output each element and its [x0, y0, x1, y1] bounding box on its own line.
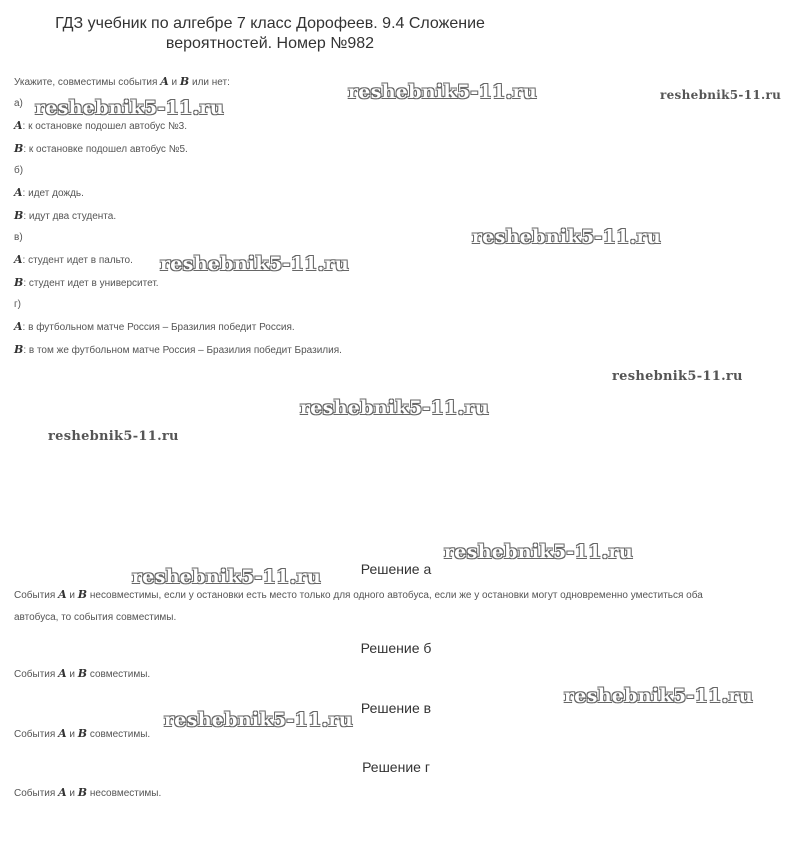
solution-prefix: События: [14, 729, 59, 740]
watermark: reshebnik5-11.ru: [348, 81, 537, 103]
part-text: : идет дождь.: [22, 188, 84, 199]
part-text: : студент идет в университет.: [23, 278, 159, 289]
task-intro: [14, 75, 230, 90]
part-b-line: [14, 276, 159, 291]
solution-text-cont: автобуса, то события совместимы.: [14, 612, 177, 623]
watermark: reshebnik5-11.ru: [160, 253, 349, 275]
solution-and: и: [66, 788, 78, 799]
var-a: A: [14, 253, 23, 266]
solution-text: [14, 667, 150, 682]
solution-heading: Решение б: [360, 640, 432, 656]
solution-heading: Решение а: [360, 561, 432, 577]
var-b: B: [179, 75, 190, 88]
part-text: : в том же футбольном матче Россия – Бразилия победит Бразилия.: [23, 345, 342, 356]
solution-prefix: События: [14, 669, 59, 680]
var-b: B: [77, 786, 88, 799]
watermark: reshebnik5-11.ru: [444, 541, 633, 563]
part-b-line: [14, 142, 188, 157]
var-a: A: [14, 186, 23, 199]
intro-text: Укажите, совместимы события: [14, 77, 161, 88]
part-text: : в футбольном матче Россия – Бразилия победит Россия.: [22, 322, 295, 333]
page-title: ГДЗ учебник по алгебре 7 класс Дорофеев. 9.4 Сложение вероятностей. Номер №982: [55, 15, 485, 52]
intro-end: или нет:: [189, 77, 230, 88]
watermark: reshebnik5-11.ru: [132, 566, 321, 588]
var-b: B: [14, 142, 24, 155]
solution-body: несовместимы.: [87, 788, 162, 799]
watermark: reshebnik5-11.ru: [35, 97, 224, 119]
var-b: B: [77, 667, 88, 680]
watermark: reshebnik5-11.ru: [48, 429, 179, 444]
var-a: A: [160, 75, 169, 88]
var-a: A: [14, 119, 23, 132]
part-a-line: [14, 253, 133, 268]
var-b: B: [77, 588, 88, 601]
solution-and: и: [66, 729, 78, 740]
part-text: : студент идет в пальто.: [22, 255, 133, 266]
part-text: : идут два студента.: [23, 211, 117, 222]
var-b: B: [14, 343, 24, 356]
watermark: reshebnik5-11.ru: [660, 88, 782, 102]
part-text: : к остановке подошел автобус №3.: [22, 121, 188, 132]
part-b-line: [14, 209, 116, 224]
solution-prefix: События: [14, 788, 59, 799]
solution-heading: Решение г: [362, 759, 430, 775]
solution-text: [14, 727, 150, 742]
watermark: reshebnik5-11.ru: [612, 369, 743, 384]
var-b: B: [77, 727, 88, 740]
solution-and: и: [66, 669, 78, 680]
solution-prefix: События: [14, 590, 59, 601]
solution-text: [14, 588, 703, 603]
part-a-line: [14, 119, 187, 134]
part-letter: в): [14, 232, 23, 243]
solution-body: совместимы.: [87, 729, 151, 740]
intro-and: и: [168, 77, 180, 88]
part-letter: г): [14, 299, 21, 310]
solution-and: и: [66, 590, 78, 601]
var-a: A: [58, 667, 67, 680]
watermark: reshebnik5-11.ru: [300, 397, 489, 419]
var-b: B: [14, 209, 24, 222]
var-a: A: [58, 786, 67, 799]
part-text: : к остановке подошел автобус №5.: [23, 144, 188, 155]
part-a-line: [14, 186, 84, 201]
part-b-line: [14, 343, 342, 358]
watermark: reshebnik5-11.ru: [564, 685, 753, 707]
var-a: A: [14, 320, 23, 333]
solution-text: [14, 786, 161, 801]
watermark: reshebnik5-11.ru: [472, 226, 661, 248]
solution-heading: Решение в: [360, 700, 432, 716]
solution-body: совместимы.: [87, 669, 151, 680]
solution-body: несовместимы, если у остановки есть место только для одного автобуса, если же у остановки могут одновременно уместиться оба: [87, 590, 703, 601]
part-letter: а): [14, 98, 23, 109]
var-a: A: [58, 727, 67, 740]
part-a-line: [14, 320, 295, 335]
var-b: B: [14, 276, 24, 289]
part-letter: б): [14, 165, 24, 176]
watermark: reshebnik5-11.ru: [164, 709, 353, 731]
var-a: A: [58, 588, 67, 601]
